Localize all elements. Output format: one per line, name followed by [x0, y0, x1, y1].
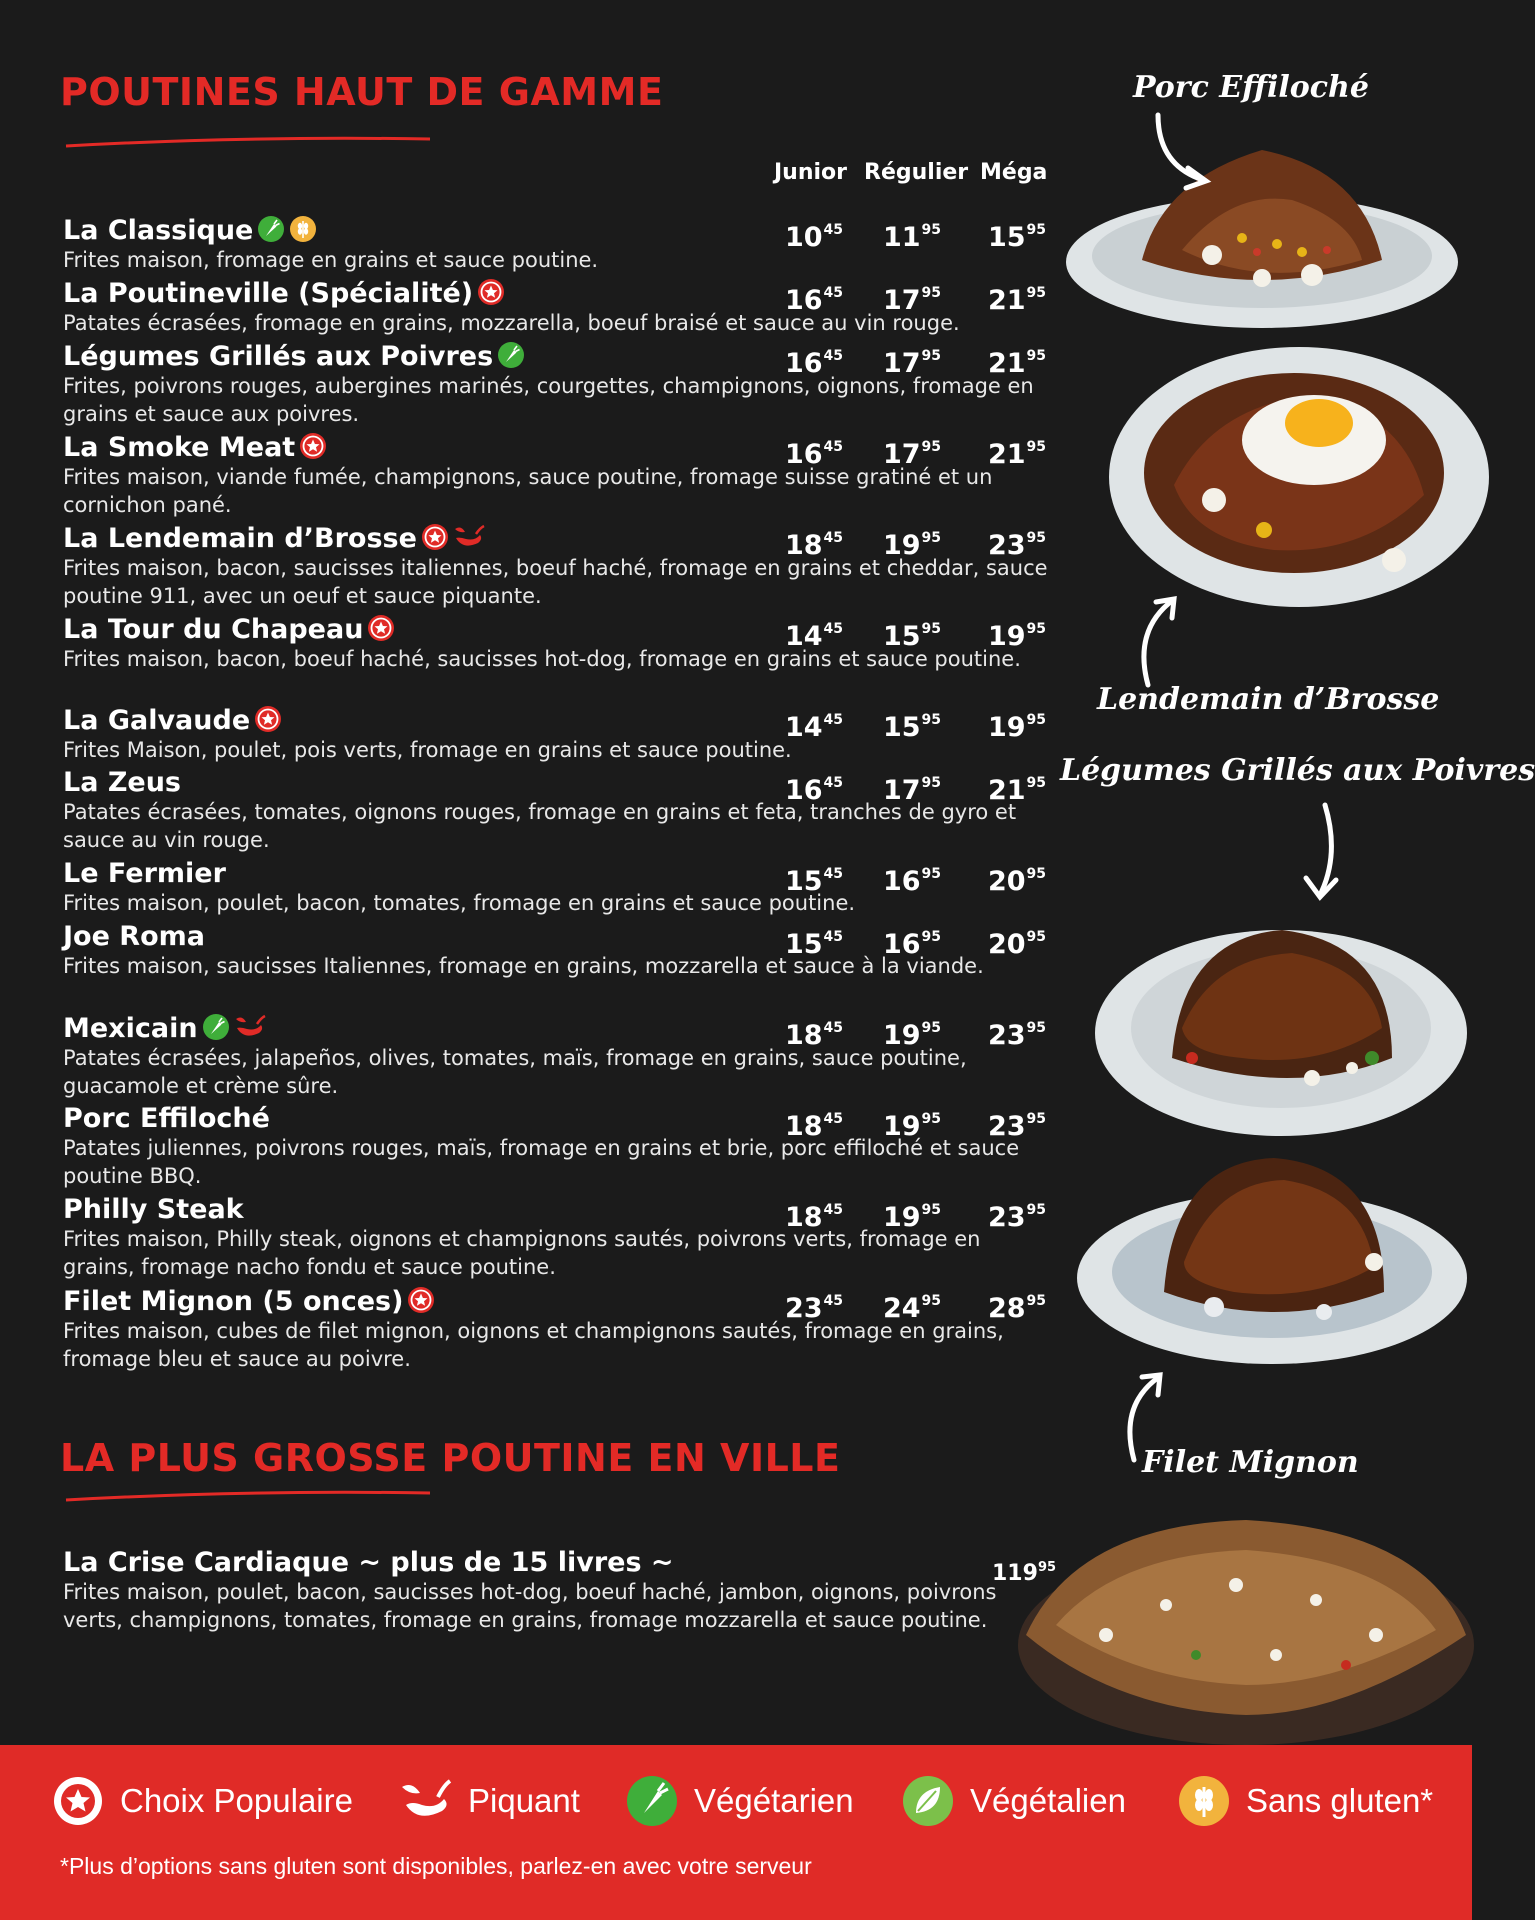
carrot-icon [497, 341, 525, 369]
item-name: Porc Effiloché [63, 1103, 270, 1134]
photo-filet-mignon [1074, 1152, 1470, 1367]
item-price: $23^{95}$ [987, 1111, 1046, 1142]
legend-popular: Choix Populaire [52, 1775, 353, 1827]
photo-lendemain-dbrosse [1104, 345, 1474, 610]
item-price: $15^{95}$ [987, 222, 1046, 253]
callout-porc-effiloche: Porc Effiloché [1133, 70, 1369, 105]
item-name: La Tour du Chapeau [63, 614, 1043, 645]
legend-footer [0, 1745, 1472, 1920]
photo-porc-effiloche [1062, 140, 1462, 340]
menu-item [63, 614, 1046, 673]
item-name: La Poutineville (Spécialité) [63, 278, 1043, 309]
gluten-footnote: *Plus d’options sans gluten sont disponibles, parlez-en avec votre serveur [60, 1853, 812, 1879]
item-name: La Galvaude [63, 705, 1043, 736]
column-junior: Junior [774, 160, 848, 185]
menu-item [63, 858, 1046, 917]
legend-spicy: Piquant [398, 1775, 580, 1827]
leaf-icon [902, 1775, 954, 1827]
item-price: $23^{95}$ [987, 1020, 1046, 1051]
item-price: $18^{45}$ [784, 530, 843, 561]
wheat-icon [289, 215, 317, 243]
item-description: Frites maison, Philly steak, oignons et champignons sautés, poivrons verts, fromage en grains, fromage nacho fondu et sauce poutine. [63, 1227, 981, 1279]
item-description: Patates juliennes, poivrons rouges, maïs, fromage en grains et brie, porc effiloché et sauce poutine BBQ. [63, 1136, 1020, 1188]
item-price: $16^{45}$ [784, 285, 843, 316]
item-description: Frites maison, fromage en grains et sauce poutine. [63, 248, 599, 272]
legend-vegetarian: Végétarien [626, 1775, 854, 1827]
item-name: Légumes Grillés aux Poivres [63, 341, 1043, 372]
item-price: $20^{95}$ [987, 929, 1046, 960]
item-description: Frites maison, poulet, bacon, tomates, fromage en grains et sauce poutine. [63, 891, 856, 915]
legend-gluten-free: Sans gluten* [1178, 1775, 1433, 1827]
callout-legumes: Légumes Grillés aux Poivres [1060, 753, 1535, 788]
menu-item [63, 767, 1046, 854]
item-description: Frites maison, poulet, bacon, saucisses hot-dog, boeuf haché, jambon, oignons, poivrons verts, champignons, tomates, fromage en grains, fromage mozzarella et sauce poutine. [63, 1580, 997, 1632]
item-description: Frites maison, bacon, boeuf haché, saucisses hot-dog, fromage en grains et sauce poutine. [63, 647, 1021, 671]
item-price: $21^{95}$ [987, 439, 1046, 470]
item-price: $23^{95}$ [987, 1202, 1046, 1233]
item-price: $16^{45}$ [784, 775, 843, 806]
item-name: Filet Mignon (5 onces) [63, 1286, 1043, 1317]
item-price: $19^{95}$ [882, 530, 941, 561]
item-description: Frites maison, viande fumée, champignons, sauce poutine, fromage suisse gratiné et un cornichon pané. [63, 465, 993, 517]
item-price: $10^{45}$ [784, 222, 843, 253]
section-title-premium: POUTINES HAUT DE GAMME [60, 70, 664, 114]
item-price: $15^{45}$ [784, 929, 843, 960]
item-price: $15^{45}$ [784, 866, 843, 897]
chili-pepper-icon [234, 1013, 268, 1041]
popular-star-icon [477, 278, 505, 306]
item-price: $19^{95}$ [882, 1020, 941, 1051]
callout-lendemain: Lendemain d’Brosse [1097, 682, 1440, 717]
arrow-icon [1128, 590, 1188, 690]
item-price: $16^{45}$ [784, 439, 843, 470]
item-price: $19^{95}$ [987, 621, 1046, 652]
item-price: $15^{95}$ [882, 621, 941, 652]
item-price: $15^{95}$ [882, 712, 941, 743]
menu-item [63, 1103, 1046, 1190]
chili-pepper-icon [398, 1775, 452, 1827]
menu-item [63, 432, 1046, 519]
item-price: $23^{95}$ [987, 530, 1046, 561]
callout-filet-mignon: Filet Mignon [1142, 1445, 1359, 1480]
wheat-icon [1178, 1775, 1230, 1827]
menu-item [63, 1286, 1046, 1373]
item-price: $14^{45}$ [784, 621, 843, 652]
item-description: Frites Maison, poulet, pois verts, fromage en grains et sauce poutine. [63, 738, 792, 762]
menu-item [63, 1194, 1046, 1281]
legend-vegan: Végétalien [902, 1775, 1126, 1827]
carrot-icon [626, 1775, 678, 1827]
item-price: $16^{95}$ [882, 866, 941, 897]
item-price: $19^{95}$ [882, 1111, 941, 1142]
item-price: $119^{95}$ [992, 1560, 1057, 1586]
menu-item [63, 705, 1046, 764]
menu-item [63, 215, 1046, 274]
item-price: $21^{95}$ [987, 775, 1046, 806]
popular-star-icon [407, 1286, 435, 1314]
item-price: $18^{45}$ [784, 1111, 843, 1142]
item-name: La Smoke Meat [63, 432, 1043, 463]
carrot-icon [257, 215, 285, 243]
popular-star-icon [367, 614, 395, 642]
item-name: Joe Roma [63, 921, 206, 952]
photo-crise-cardiaque [1016, 1505, 1472, 1745]
arrow-icon [1148, 110, 1218, 190]
title-underline [64, 134, 434, 150]
item-price: $17^{95}$ [882, 285, 941, 316]
item-price: $18^{45}$ [784, 1020, 843, 1051]
item-price: $21^{95}$ [987, 348, 1046, 379]
popular-star-icon [299, 432, 327, 460]
menu-item-crise-cardiaque [63, 1548, 1043, 1634]
item-description: Patates écrasées, jalapeños, olives, tomates, maïs, fromage en grains, sauce poutine, guacamole et crème sûre. [63, 1046, 967, 1098]
menu-item [63, 523, 1048, 610]
popular-star-icon [421, 523, 449, 551]
photo-legumes-grilles [1092, 918, 1470, 1138]
carrot-icon [202, 1013, 230, 1041]
menu-item [63, 921, 1046, 980]
item-price: $17^{95}$ [882, 348, 941, 379]
item-price: $19^{95}$ [882, 1202, 941, 1233]
title-underline-2 [64, 1488, 434, 1504]
item-name: La Classique [63, 215, 1043, 246]
item-description: Frites maison, cubes de filet mignon, oignons et champignons sautés, fromage en grains, fromage bleu et sauce au poivre. [63, 1319, 1004, 1371]
item-price: $14^{45}$ [784, 712, 843, 743]
item-price: $17^{95}$ [882, 439, 941, 470]
item-price: $19^{95}$ [987, 712, 1046, 743]
item-price: $21^{95}$ [987, 285, 1046, 316]
popular-star-icon [254, 705, 282, 733]
item-price: $17^{95}$ [882, 775, 941, 806]
column-regulier: Régulier [864, 160, 969, 185]
item-name: La Zeus [63, 767, 182, 798]
arrow-icon [1300, 800, 1350, 905]
item-description: Frites maison, saucisses Italiennes, fromage en grains, mozzarella et sauce à la viande. [63, 954, 984, 978]
item-description: Frites, poivrons rouges, aubergines marinés, courgettes, champignons, oignons, fromage en grains et sauce aux poivres. [63, 374, 1034, 426]
item-description: Patates écrasées, fromage en grains, mozzarella, boeuf braisé et sauce au vin rouge. [63, 311, 960, 335]
item-price: $16^{95}$ [882, 929, 941, 960]
item-name: La Lendemain d’Brosse [63, 523, 1043, 554]
item-price: $23^{45}$ [784, 1293, 843, 1324]
menu-item [63, 278, 1046, 337]
item-price: $28^{95}$ [987, 1293, 1046, 1324]
column-mega: Méga [980, 160, 1048, 185]
item-name: Mexicain [63, 1013, 1043, 1044]
item-price: $24^{95}$ [882, 1293, 941, 1324]
item-description: Frites maison, bacon, saucisses italiennes, boeuf haché, fromage en grains et cheddar, sauce poutine 911, avec un oeuf et sauce piquante. [63, 556, 1048, 608]
menu-item [63, 1013, 1046, 1100]
menu-item [63, 341, 1046, 428]
item-price: $11^{95}$ [882, 222, 941, 253]
popular-star-icon [52, 1775, 104, 1827]
item-description: Patates écrasées, tomates, oignons rouges, fromage en grains et feta, tranches de gyro et sauce au vin rouge. [63, 800, 1017, 852]
item-price: $20^{95}$ [987, 866, 1046, 897]
item-name: Le Fermier [63, 858, 226, 889]
item-price: $16^{45}$ [784, 348, 843, 379]
item-price: $18^{45}$ [784, 1202, 843, 1233]
section-title-biggest: LA PLUS GROSSE POUTINE EN VILLE [60, 1436, 841, 1480]
item-name: La Crise Cardiaque ~ plus de 15 livres ~ [63, 1547, 674, 1578]
chili-pepper-icon [453, 523, 487, 551]
item-name: Philly Steak [63, 1194, 244, 1225]
